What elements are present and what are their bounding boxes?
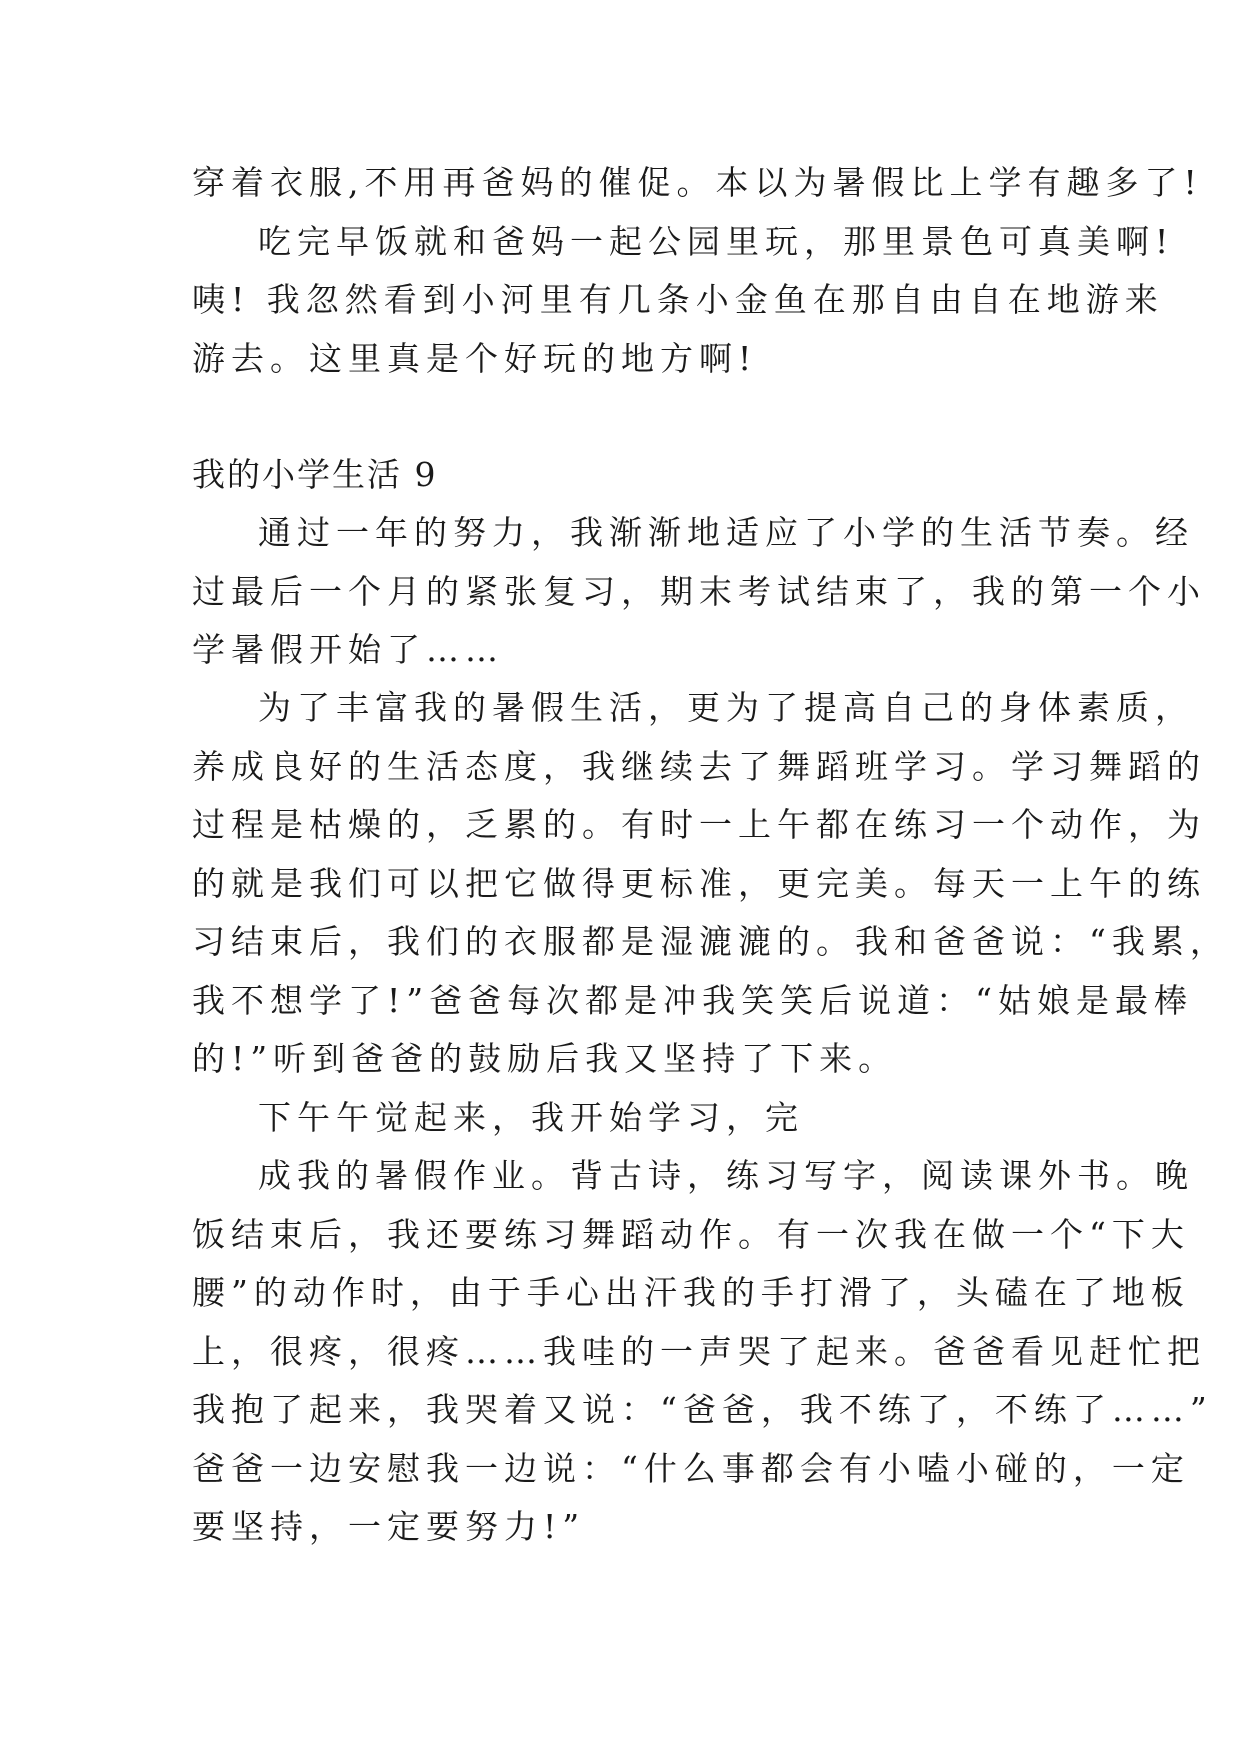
text-line-17: 成我的暑假作业。背古诗，练习写字，阅读课外书。晚: [258, 1156, 1194, 1195]
text-line-2: 吃完早饭就和爸妈一起公园里玩，那里景色可真美啊!: [258, 222, 1175, 261]
text-line-21: 我抱了起来，我哭着又说：“爸爸，我不练了，不练了……”: [192, 1390, 1213, 1429]
text-line-13: 习结束后，我们的衣服都是湿漉漉的。我和爸爸说：“我累，: [192, 922, 1229, 961]
text-line-20: 上，很疼，很疼……我哇的一声哭了起来。爸爸看见赶忙把: [192, 1332, 1206, 1371]
text-line-4: 游去。这里真是个好玩的地方啊!: [192, 339, 758, 378]
text-line-1: 穿着衣服,不用再爸妈的催促。本以为暑假比上学有趣多了!: [192, 163, 1203, 202]
text-line-14: 我不想学了!”爸爸每次都是冲我笑笑后说道：“姑娘是最棒: [192, 981, 1194, 1020]
text-line-22: 爸爸一边安慰我一边说：“什么事都会有小嗑小碰的，一定: [192, 1449, 1190, 1488]
text-line-10: 养成良好的生活态度，我继续去了舞蹈班学习。学习舞蹈的: [192, 747, 1206, 786]
text-line-3: 咦! 我忽然看到小河里有几条小金鱼在那自由自在地游来: [192, 280, 1164, 319]
text-line-15: 的!”听到爸爸的鼓励后我又坚持了下来。: [192, 1039, 898, 1078]
text-line-9: 为了丰富我的暑假生活，更为了提高自己的身体素质，: [258, 688, 1194, 727]
text-line-23: 要坚持，一定要努力!”: [192, 1507, 586, 1546]
text-line-18: 饭结束后，我还要练习舞蹈动作。有一次我在做一个“下大: [192, 1215, 1190, 1254]
text-line-8: 学暑假开始了……: [192, 630, 504, 669]
section-heading: 我的小学生活 9: [192, 455, 438, 494]
text-line-19: 腰”的动作时，由于手心出汗我的手打滑了，头磕在了地板: [192, 1273, 1190, 1312]
text-line-6: 通过一年的努力，我渐渐地适应了小学的生活节奏。经: [258, 513, 1194, 552]
text-line-12: 的就是我们可以把它做得更标准，更完美。每天一上午的练: [192, 864, 1206, 903]
text-line-16: 下午午觉起来，我开始学习，完: [258, 1098, 804, 1137]
text-line-7: 过最后一个月的紧张复习，期末考试结束了，我的第一个小: [192, 572, 1206, 611]
text-line-11: 过程是枯燥的，乏累的。有时一上午都在练习一个动作，为: [192, 805, 1206, 844]
